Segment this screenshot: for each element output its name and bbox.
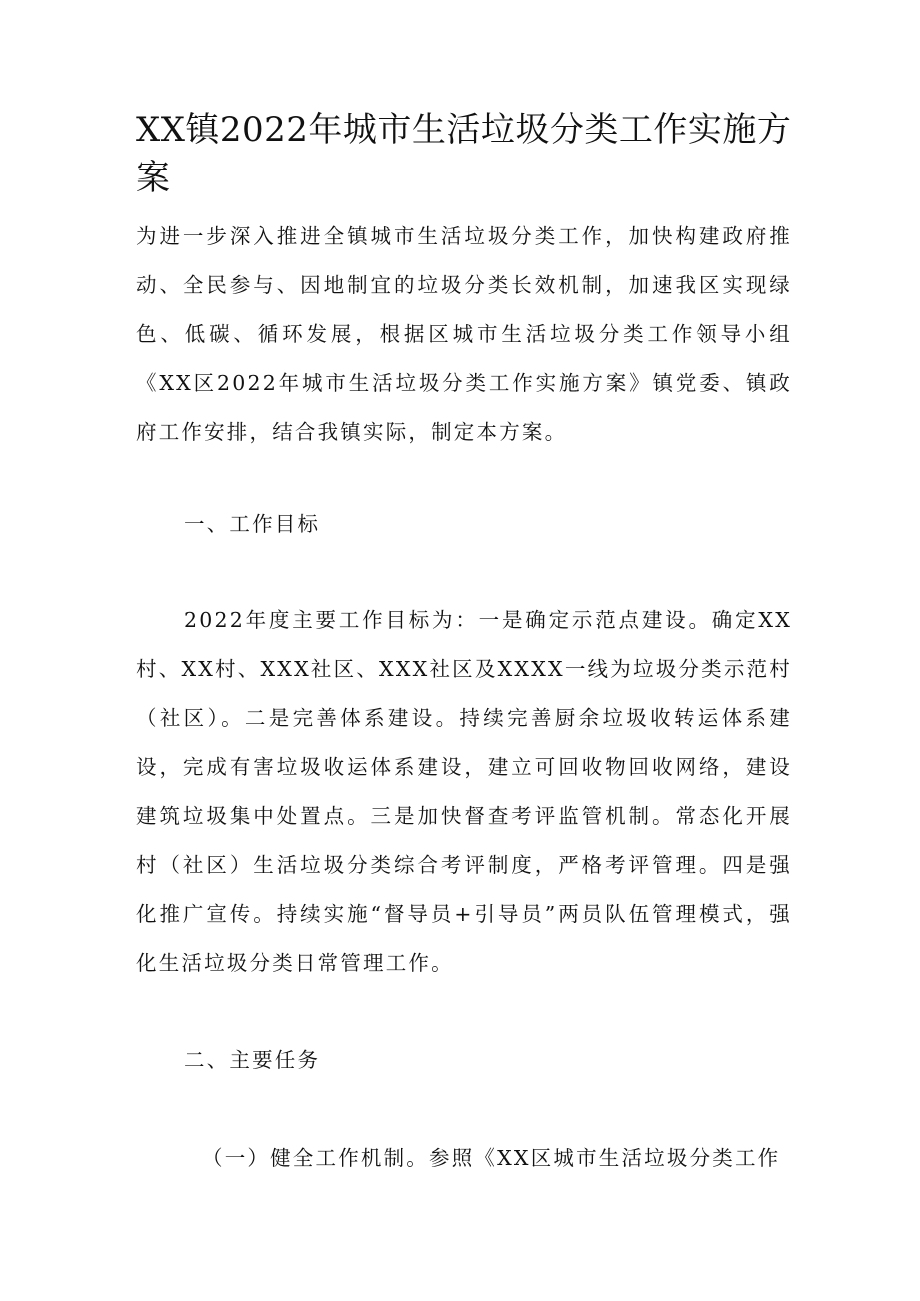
section-heading-goals: 一、工作目标	[184, 512, 321, 536]
section-paragraph-goals: 2022年度主要工作目标为：一是确定示范点建设。确定XX村、XX村、XXX社区、XXX社区及XXXX一线为垃圾分类示范村（社区）。二是完善体系建设。持续完善厨余垃圾收转运体系建设，完成有害垃圾收运体系建设，建立可回收物回收网络，建设建筑垃圾集中处置点。三是加快督查考评监管机制。常态化开展村（社区）生活垃圾分类综合考评制度，严格考评管理。四是强化推广宣传。持续实施“督导员+引导员”两员队伍管理模式，强化生活垃圾分类日常管理工作。	[136, 608, 792, 975]
section-paragraph-tasks: （一）健全工作机制。参照《XX区城市生活垃圾分类工作	[202, 1146, 781, 1170]
section-heading-tasks: 二、主要任务	[184, 1048, 321, 1072]
intro-paragraph: 为进一步深入推进全镇城市生活垃圾分类工作，加快构建政府推动、全民参与、因地制宜的垃圾分类长效机制，加速我区实现绿色、低碳、循环发展，根据区城市生活垃圾分类工作领导小组《XX区2022年城市生活垃圾分类工作实施方案》镇党委、镇政府工作安排，结合我镇实际，制定本方案。	[136, 224, 792, 444]
document-title: XX镇2022年城市生活垃圾分类工作实施方案	[136, 110, 792, 198]
